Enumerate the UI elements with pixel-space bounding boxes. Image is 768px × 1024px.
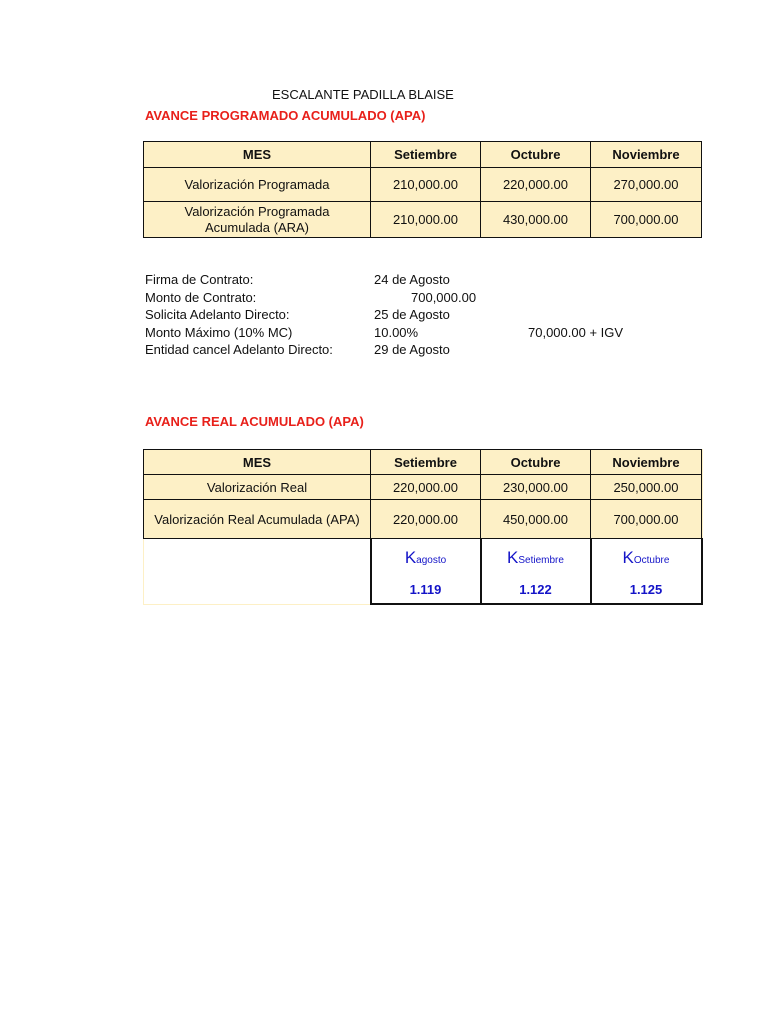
k-label-row <box>144 539 702 577</box>
header-octubre: Octubre <box>481 142 591 168</box>
info-label: Entidad cancel Adelanto Directo: <box>145 342 333 358</box>
table-row <box>144 500 702 539</box>
cell-value: 450,000.00 <box>481 500 591 539</box>
info-value: 700,000.00 <box>411 289 477 305</box>
info-label: Firma de Contrato: <box>145 272 254 287</box>
cell-value: 220,000.00 <box>371 475 481 500</box>
blank-cell <box>144 577 371 604</box>
k-value: 1.119 <box>371 577 481 604</box>
info-label: Monto Máximo (10% MC) <box>145 324 293 340</box>
k-label: KSetiembre <box>481 539 591 577</box>
info-value: 10.00% <box>374 324 419 340</box>
row-label <box>144 202 371 238</box>
k-label: KOctubre <box>591 539 702 577</box>
info-label: Solicita Adelanto Directo: <box>145 307 290 323</box>
table-row <box>144 475 702 500</box>
row-label-line2: Acumulada (ARA) <box>204 219 310 235</box>
cell-value: 210,000.00 <box>371 168 481 202</box>
cell-value: 270,000.00 <box>591 168 702 202</box>
table-row <box>144 168 702 202</box>
row-label: Valorización Programada <box>144 168 371 202</box>
row-label: Valorización Real <box>144 475 371 500</box>
info-value: 24 de Agosto <box>374 272 450 287</box>
real-title: AVANCE REAL ACUMULADO (APA) <box>145 414 364 429</box>
cell-value: 220,000.00 <box>481 168 591 202</box>
blank-cell <box>144 539 371 577</box>
cell-value: 430,000.00 <box>481 202 591 238</box>
header-noviembre: Noviembre <box>591 450 702 475</box>
real-header-row <box>144 450 702 475</box>
info-label: Monto de Contrato: <box>145 289 257 305</box>
cell-value: 250,000.00 <box>591 475 702 500</box>
header-setiembre: Setiembre <box>371 142 481 168</box>
real-table <box>143 449 703 605</box>
info-value: 25 de Agosto <box>374 307 450 323</box>
cell-value: 220,000.00 <box>371 500 481 539</box>
k-value: 1.125 <box>591 577 702 604</box>
header-noviembre: Noviembre <box>591 142 702 168</box>
cell-value: 230,000.00 <box>481 475 591 500</box>
header-mes: MES <box>144 450 371 475</box>
k-value-row <box>144 577 702 604</box>
programado-header-row <box>144 142 702 168</box>
programado-title: AVANCE PROGRAMADO ACUMULADO (APA) <box>145 108 426 123</box>
header-octubre: Octubre <box>481 450 591 475</box>
k-label: Kagosto <box>371 539 481 577</box>
author-name: ESCALANTE PADILLA BLAISE <box>272 87 454 102</box>
info-extra: 70,000.00 + IGV <box>528 324 624 340</box>
programado-table <box>143 141 702 238</box>
header-mes: MES <box>144 142 371 168</box>
header-setiembre: Setiembre <box>371 450 481 475</box>
row-label-line1: Valorización Programada <box>184 203 330 219</box>
cell-value: 700,000.00 <box>591 500 702 539</box>
k-value: 1.122 <box>481 577 591 604</box>
row-label: Valorización Real Acumulada (APA) <box>144 500 371 539</box>
info-value: 29 de Agosto <box>374 342 450 358</box>
table-row <box>144 202 702 238</box>
cell-value: 700,000.00 <box>591 202 702 238</box>
cell-value: 210,000.00 <box>371 202 481 238</box>
